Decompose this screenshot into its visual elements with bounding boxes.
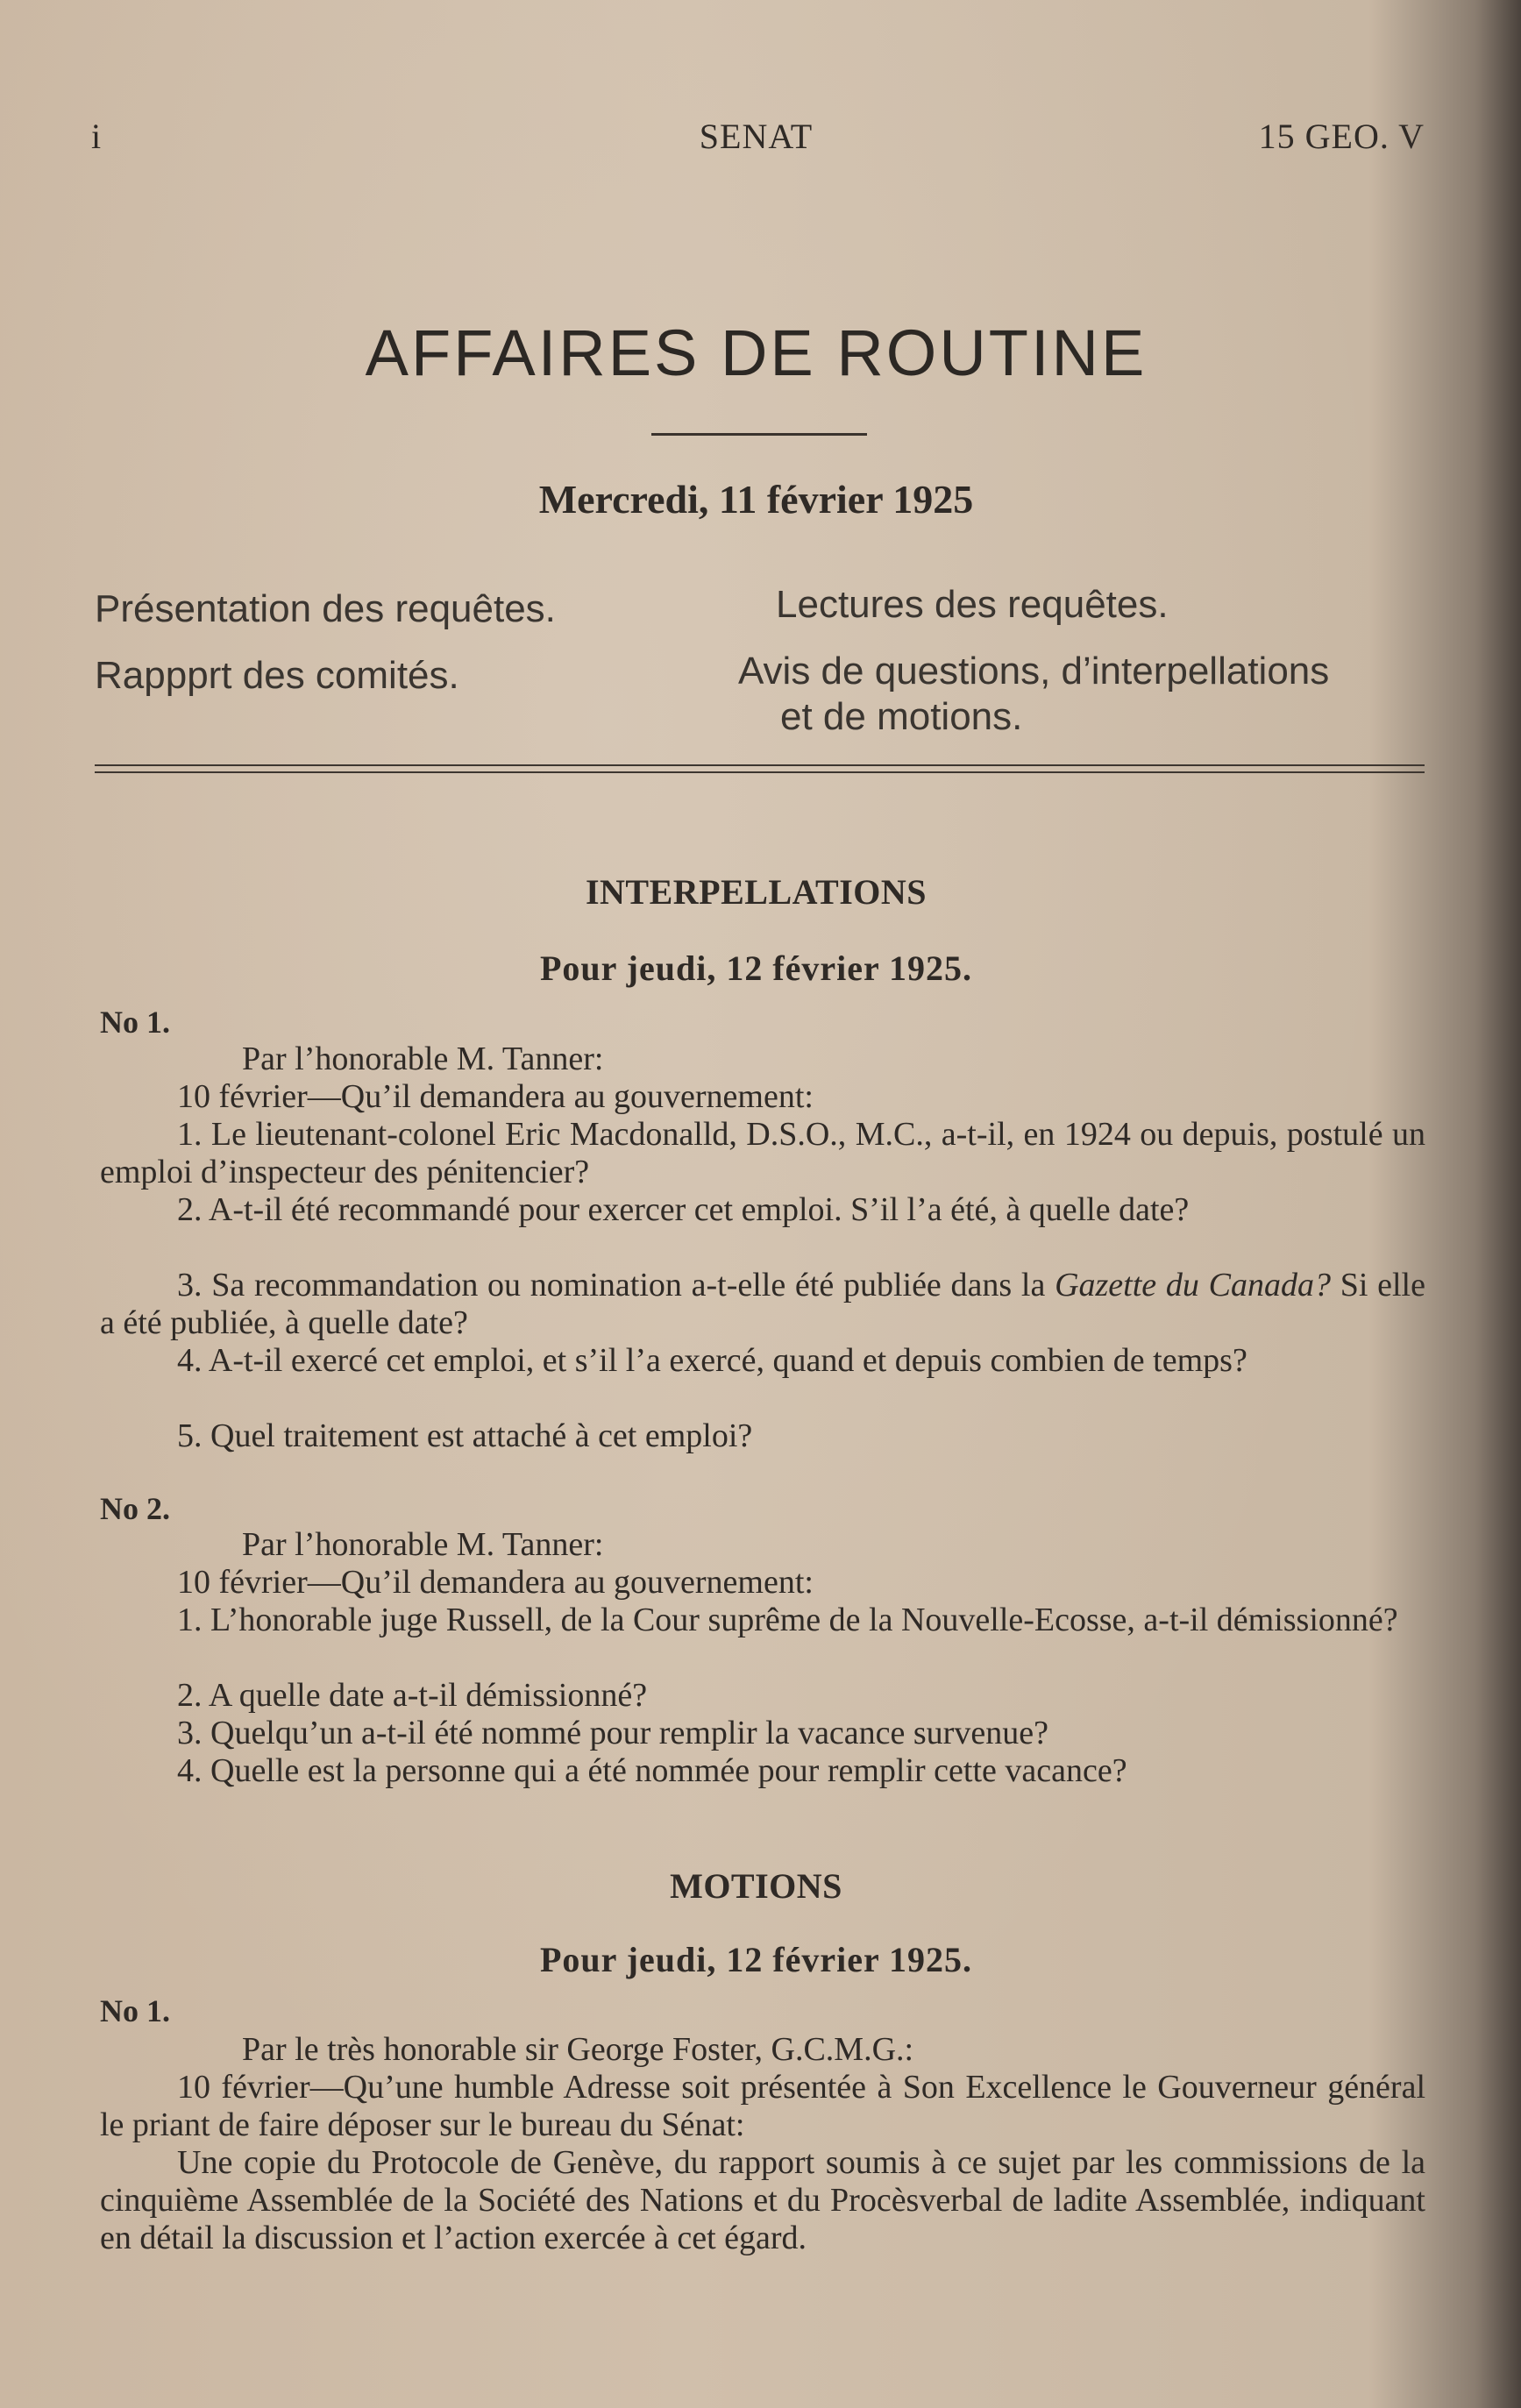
- motion-1-intro: 10 février—Qu’une humble Adresse soit présentée à Son Excellence le Gouverneur général le priant de faire déposer sur le bureau du Sénat:: [100, 2069, 1425, 2143]
- interpellation-2-q4: 4. Quelle est la personne qui a été nommée pour remplir cette vacance?: [177, 1752, 1127, 1789]
- motion-1-number: No 1.: [100, 1993, 170, 2028]
- interpellation-1-q5: 5. Quel traitement est attaché à cet emploi?: [177, 1417, 753, 1454]
- header-regnal-year: 15 GEO. V: [1258, 117, 1425, 156]
- routine-item-rapport: Rappprt des comités.: [95, 654, 459, 697]
- page-number: i: [91, 117, 103, 156]
- motion-1-body: Une copie du Protocole de Genève, du rapport soumis à ce sujet par les commissions de la cinquième Assemblée de la Société des Nations et du Procèsverbal de ladite Assemblée, indiquant en détail la discussion et l’action exercée à cet égard.: [100, 2144, 1425, 2256]
- interpellation-2-by: Par l’honorable M. Tanner:: [242, 1526, 604, 1563]
- header-senat: SENAT: [699, 117, 814, 156]
- running-header: [88, 116, 1425, 168]
- title-rule: [651, 433, 867, 436]
- interpellation-1-q1: 1. Le lieutenant-colonel Eric Macdonalld, D.S.O., M.C., a-t-il, en 1924 ou depuis, postulé un emploi d’inspecteur des pénitencier?: [100, 1116, 1425, 1190]
- interpellation-2-intro: 10 février—Qu’il demandera au gouvernement:: [177, 1564, 814, 1601]
- interpellation-2-q3: 3. Quelqu’un a-t-il été nommé pour remplir la vacance survenue?: [177, 1715, 1048, 1751]
- interpellation-1-number: No 1.: [100, 1005, 170, 1040]
- motion-1-by: Par le très honorable sir George Foster, G.C.M.G.:: [242, 2031, 914, 2068]
- interpellation-1-q3: 3. Sa recommandation ou nomination a-t-elle été publiée dans la Gazette du Canada? Si elle a été publiée, à quelle date?: [100, 1267, 1425, 1341]
- page-title: AFFAIRES DE ROUTINE: [365, 316, 1148, 389]
- sitting-date: Mercredi, 11 février 1925: [538, 477, 974, 522]
- interpellation-2-number: No 2.: [100, 1491, 170, 1526]
- routine-item-presentation: Présentation des requêtes.: [95, 587, 556, 630]
- routine-item-lectures: Lectures des requêtes.: [776, 583, 1169, 626]
- routine-item-avis-line1: Avis de questions, d’interpellations: [738, 650, 1330, 693]
- interpellations-heading: INTERPELLATIONS: [585, 872, 928, 912]
- double-rule-divider: [95, 764, 1425, 773]
- motions-date: Pour jeudi, 12 février 1925.: [539, 1940, 973, 1979]
- interpellations-date: Pour jeudi, 12 février 1925.: [539, 948, 973, 988]
- interpellation-2-q1: 1. L’honorable juge Russell, de la Cour suprême de la Nouvelle-Ecosse, a-t-il démissionné?: [177, 1602, 1398, 1638]
- interpellation-1-q2: 2. A-t-il été recommandé pour exercer cet emploi. S’il l’a été, à quelle date?: [177, 1191, 1190, 1228]
- interpellation-2-q2: 2. A quelle date a-t-il démissionné?: [177, 1677, 648, 1714]
- interpellation-1-q4: 4. A-t-il exercé cet emploi, et s’il l’a exercé, quand et depuis combien de temps?: [177, 1342, 1247, 1379]
- interpellation-1-by: Par l’honorable M. Tanner:: [242, 1041, 604, 1077]
- routine-item-avis-line2: et de motions.: [780, 695, 1023, 738]
- interpellation-1-intro: 10 février—Qu’il demandera au gouvernement:: [177, 1078, 814, 1115]
- motions-heading: MOTIONS: [670, 1866, 842, 1906]
